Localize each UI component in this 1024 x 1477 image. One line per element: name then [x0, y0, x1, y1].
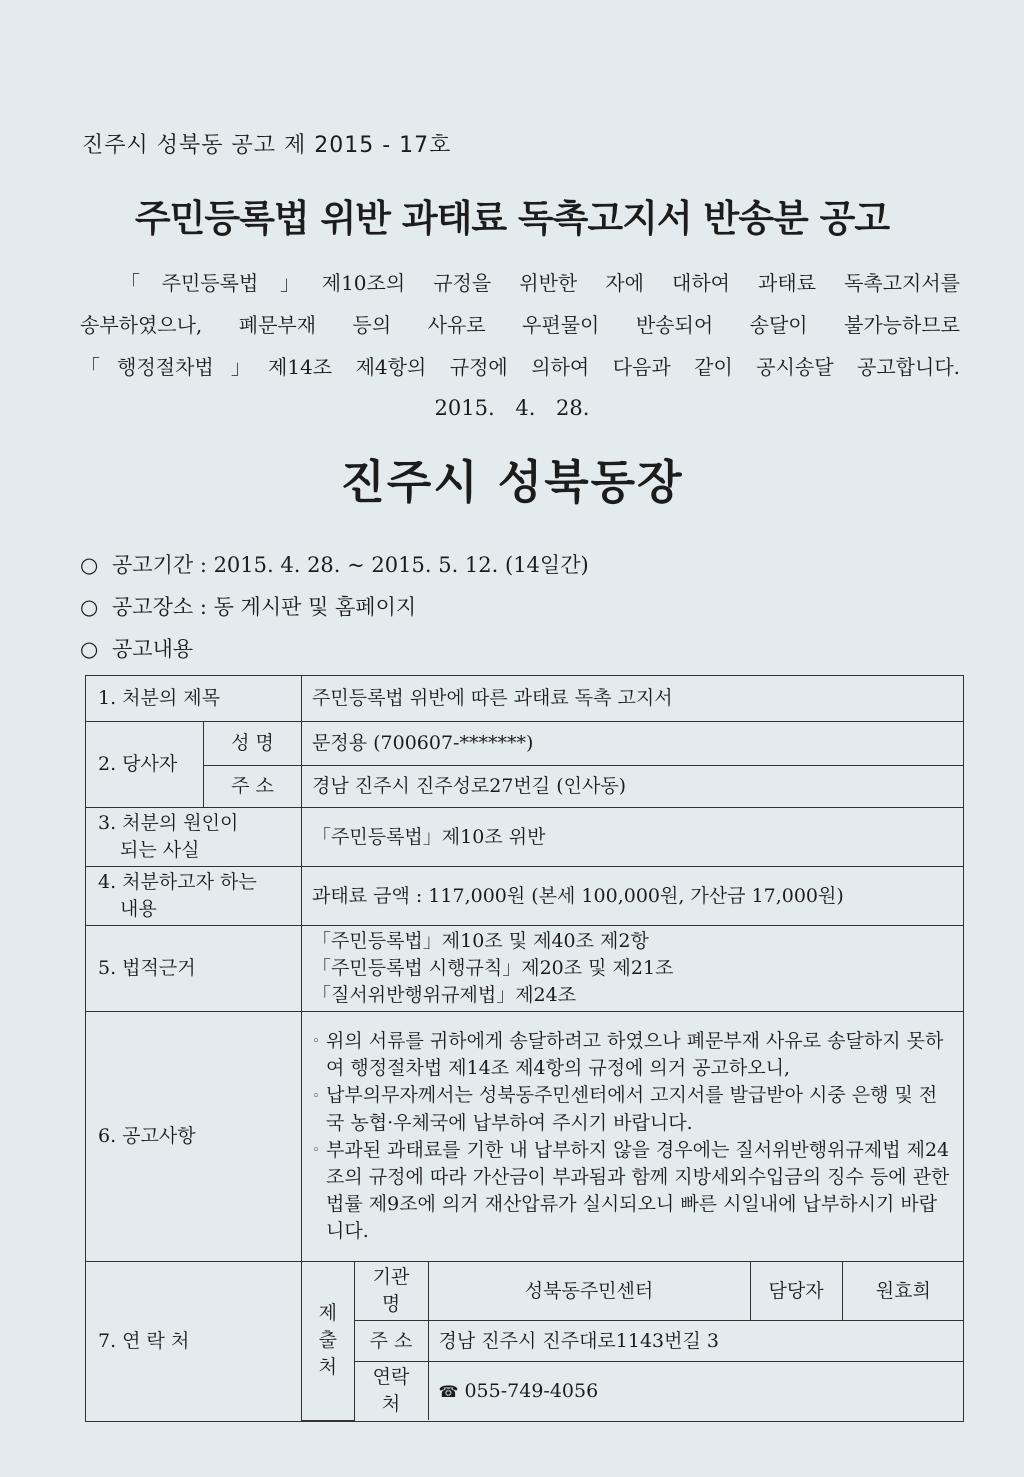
contact-table [302, 1262, 964, 1421]
table-row [86, 676, 964, 722]
table-row [86, 808, 964, 867]
agency-value: 성북동주민센터 [428, 1262, 750, 1321]
notice-table [85, 675, 964, 1422]
small-circle-bullet-icon: ◦ [312, 1143, 320, 1159]
legal-basis-label: 5. 법적근거 [86, 926, 302, 1012]
contact-address-label: 주 소 [354, 1321, 428, 1362]
notice-item [312, 1028, 953, 1083]
contact-row [302, 1262, 964, 1321]
table-row [86, 766, 964, 808]
table-row [86, 926, 964, 1012]
legal-basis-line: 「주민등록법」제10조 및 제40조 제2항 [312, 930, 649, 952]
notice-item [312, 1082, 953, 1137]
circle-bullet-icon: ○ [80, 553, 99, 577]
content-label-line-1: 4. 처분하고자 하는 [98, 871, 257, 893]
contact-value [302, 1262, 964, 1422]
legal-basis-line: 「주민등록법 시행규칙」제20조 및 제21조 [312, 957, 674, 979]
table-row [86, 722, 964, 766]
document-title: 주민등록법 위반 과태료 독촉고지서 반송분 공고 [134, 197, 890, 240]
address-value: 경남 진주시 진주성로27번길 (인사동) [302, 766, 964, 808]
disposition-title-label: 1. 처분의 제목 [86, 676, 302, 722]
submitter-char: 제 [318, 1302, 337, 1325]
phone-value [428, 1362, 964, 1421]
notice-summary [80, 548, 589, 674]
submitter-char: 출 [318, 1329, 337, 1352]
legal-basis-line: 「질서위반행위규제법」제24조 [312, 984, 577, 1006]
name-label: 성 명 [204, 722, 302, 766]
cause-value: 「주민등록법」제10조 위반 [302, 808, 964, 867]
notice-date: 2015. 4. 28. [434, 396, 590, 420]
content-label [86, 867, 302, 926]
intro-paragraph [80, 262, 960, 388]
intro-line-2: 송부하였으나, 폐문부재 등의 사유로 우편물이 반송되어 송달이 불가능하므로 [80, 313, 960, 337]
name-value: 문정용 (700607-*******) [302, 722, 964, 766]
cause-label [86, 808, 302, 867]
submitter-label [302, 1262, 354, 1420]
submitter-char: 처 [318, 1356, 337, 1379]
intro-line-3: 「행정절차법」제14조 제4항의 규정에 의하여 다음과 같이 공시송달 공고합니다. [80, 355, 960, 379]
circle-bullet-icon: ○ [80, 637, 99, 661]
contact-row [302, 1362, 964, 1421]
address-label: 주 소 [204, 766, 302, 808]
table-row [86, 1262, 964, 1422]
content-label-line-2: 내용 [120, 898, 157, 920]
small-circle-bullet-icon: ◦ [312, 1088, 320, 1104]
notice-item-text: 부과된 과태료를 기한 내 납부하지 않을 경우에는 질서위반행위규제법 제24조의 규정에 따라 가산금이 부과됨과 함께 지방세외수입금의 징수 등에 관한 법률 제9조에 의거 재산압류가 실시되오니 빠른 시일내에 납부하시기 바랍니다. [326, 1138, 950, 1243]
table-row [86, 1012, 964, 1262]
phone-label: 연락처 [354, 1362, 428, 1421]
bullet-period [80, 548, 589, 590]
notice-items-label: 6. 공고사항 [86, 1012, 302, 1262]
intro-line-1: 「주민등록법」제10조의 규정을 위반한 자에 대하여 과태료 독촉고지서를 [120, 271, 960, 295]
contact-address-value: 경남 진주시 진주대로1143번길 3 [428, 1321, 964, 1362]
period-text: 공고기간 : 2015. 4. 28. ~ 2015. 5. 12. (14일간) [112, 553, 589, 577]
phone-number: 055-749-4056 [464, 1379, 599, 1402]
notice-items-value [302, 1012, 964, 1262]
cause-label-line-2: 되는 사실 [120, 839, 200, 861]
place-text: 공고장소 : 동 게시판 및 홈페이지 [112, 595, 417, 619]
disposition-title-value: 주민등록법 위반에 따른 과태료 독촉 고지서 [302, 676, 964, 722]
small-circle-bullet-icon: ◦ [312, 1034, 320, 1050]
issuing-office: 진주시 성북동장 [340, 455, 684, 509]
bullet-content [80, 632, 589, 674]
legal-basis-value [302, 926, 964, 1012]
bullet-place [80, 590, 589, 632]
notice-item-text: 납부의무자께서는 성북동주민센터에서 고지서를 발급받아 시중 은행 및 전국 농협·우체국에 납부하여 주시기 바랍니다. [326, 1084, 938, 1134]
contact-row [302, 1321, 964, 1362]
circle-bullet-icon: ○ [80, 595, 99, 619]
notice-item-text: 위의 서류를 귀하에게 송달하려고 하였으나 폐문부재 사유로 송달하지 못하여 행정절차법 제14조 제4항의 규정에 의거 공고하오니, [326, 1029, 944, 1080]
table-row [86, 867, 964, 926]
manager-value: 원효희 [842, 1262, 964, 1321]
phone-icon: ☎ [438, 1381, 459, 1401]
content-text: 공고내용 [112, 637, 194, 661]
notice-item [312, 1137, 953, 1246]
agency-label: 기관명 [354, 1262, 428, 1321]
notice-number: 진주시 성북동 공고 제 2015 - 17호 [82, 133, 452, 158]
manager-label: 담당자 [750, 1262, 842, 1321]
party-label: 2. 당사자 [86, 722, 204, 808]
cause-label-line-1: 3. 처분의 원인이 [98, 812, 239, 834]
content-value: 과태료 금액 : 117,000원 (본세 100,000원, 가산금 17,000원) [302, 867, 964, 926]
contact-label: 7. 연 락 처 [86, 1262, 302, 1422]
